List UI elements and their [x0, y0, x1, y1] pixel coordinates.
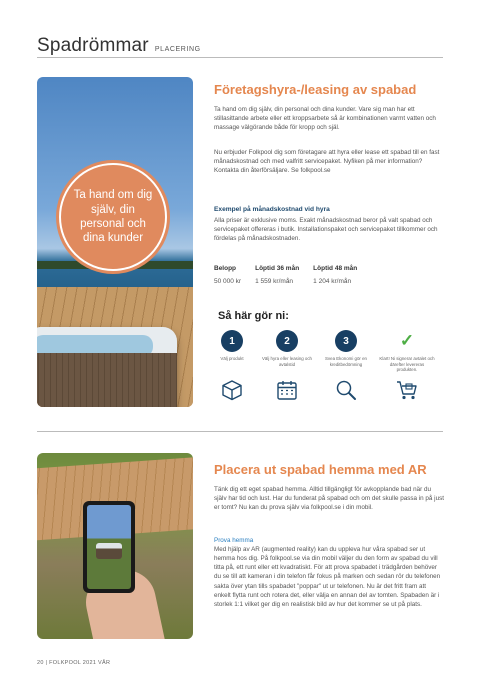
- step-2: [259, 330, 315, 367]
- page-footer: 20 | FOLKPOOL 2021 VÅR: [37, 660, 111, 666]
- box-icon: [220, 378, 244, 402]
- example-heading: Exempel på månadskostnad vid hyra: [214, 206, 330, 213]
- leasing-heading: Företagshyra-/leasing av spabad: [214, 82, 417, 97]
- ar-heading: Placera ut spabad hemma med AR: [214, 462, 427, 477]
- spa-deck-photo: [37, 77, 193, 407]
- price-header-48: Löptid 48 mån: [313, 265, 358, 272]
- step-1: [204, 330, 260, 362]
- hot-tub-illustration: [37, 327, 177, 407]
- leasing-section: [214, 82, 444, 98]
- callout-bubble: [59, 163, 167, 271]
- ar-body: Med hjälp av AR (augmented reality) kan du uppleva hur våra spabad ser ut hemma hos dig. På folkpool.se via din mobil väljer du den form av spabad du vill titta på, ett runt eller ett kvadratiskt. För att prova spabadet i trädgården behöver du se till att kameran i din telefon får fokus på marken och sedan rör du telefonen sakta över ytan tills spabadet "poppar" ut ur telefonen. Nu är det fritt fram att enkelt flytta runt och rotera det, eller välja en annan del av tomten. Spabaden är i storlek 1:1 vilket ger dig en realistisk bild av hur det kommer se ut på plats.: [214, 546, 441, 608]
- section-divider: [37, 431, 443, 432]
- step-label: Välj hyra eller leasing och avtalstid: [261, 356, 313, 367]
- ar-garden-photo: [37, 453, 193, 639]
- step-label: Klart! Ni signerar avtalet och därefter levereras produkten.: [379, 356, 435, 373]
- steps-row: [204, 330, 444, 410]
- ar-subheading: Prova hemma: [214, 537, 254, 544]
- leasing-intro: Ta hand om dig själv, din personal och dina kunder. Vare sig man har ett stillasittande arbete eller ett kroppsarbete så är kombinationen varmt vatten och massage välgörande både för kropp och själ.: [214, 106, 436, 132]
- cart-icon: [395, 378, 419, 402]
- step-number: 2: [276, 330, 298, 352]
- example-text: Alla priser är exklusive moms. Exakt månadskostnad beror på valt spabad och servicepaket offereras i butik. Installationspaket och servicepaket tillkommer och fördelas på månadskostnaden.: [214, 217, 438, 243]
- step-label: Välj produkt: [220, 356, 244, 361]
- page-header: [37, 35, 201, 57]
- header-divider: [37, 57, 443, 58]
- ar-intro: Tänk dig ett eget spabad hemma. Alltid tillgängligt för avkopplande bad när du själv har tid och lust. Har du funderat på spabad och om det skulle passa in på just er tomt? Nu kan du prova själv via folkpool.se i din mobil.: [214, 486, 444, 512]
- leasing-offer: Nu erbjuder Folkpool dig som företagare att hyra eller lease ett spabad till en fast månadskostnad och med valfritt servicepaket. Nyfiken på mer information? Kontakta din återförsäljare. Se folkpool.se: [214, 149, 440, 175]
- phone-illustration: [83, 501, 135, 593]
- price-header-36: Löptid 36 mån: [255, 265, 300, 272]
- section-label: PLACERING: [154, 46, 201, 53]
- price-amount: 50 000 kr: [214, 278, 242, 285]
- checkmark-icon: ✓: [399, 331, 415, 350]
- price-48: 1 204 kr/mån: [313, 278, 352, 285]
- calendar-icon: [275, 378, 299, 402]
- page-title: Spadrömmar: [37, 35, 149, 56]
- magnifier-icon: [334, 378, 358, 402]
- callout-text: Ta hand om dig själv, din personal och dina kunder: [73, 189, 153, 245]
- steps-title: Så här gör ni:: [218, 310, 289, 322]
- price-table: [214, 265, 371, 285]
- step-4: [379, 330, 435, 373]
- step-number: 3: [335, 330, 357, 352]
- step-label: Svea Ekonomi gör en kreditbedömning: [325, 356, 367, 367]
- price-36: 1 559 kr/mån: [255, 278, 294, 285]
- price-header-amount: Belopp: [214, 265, 237, 272]
- step-number: 1: [221, 330, 243, 352]
- step-3: [318, 330, 374, 367]
